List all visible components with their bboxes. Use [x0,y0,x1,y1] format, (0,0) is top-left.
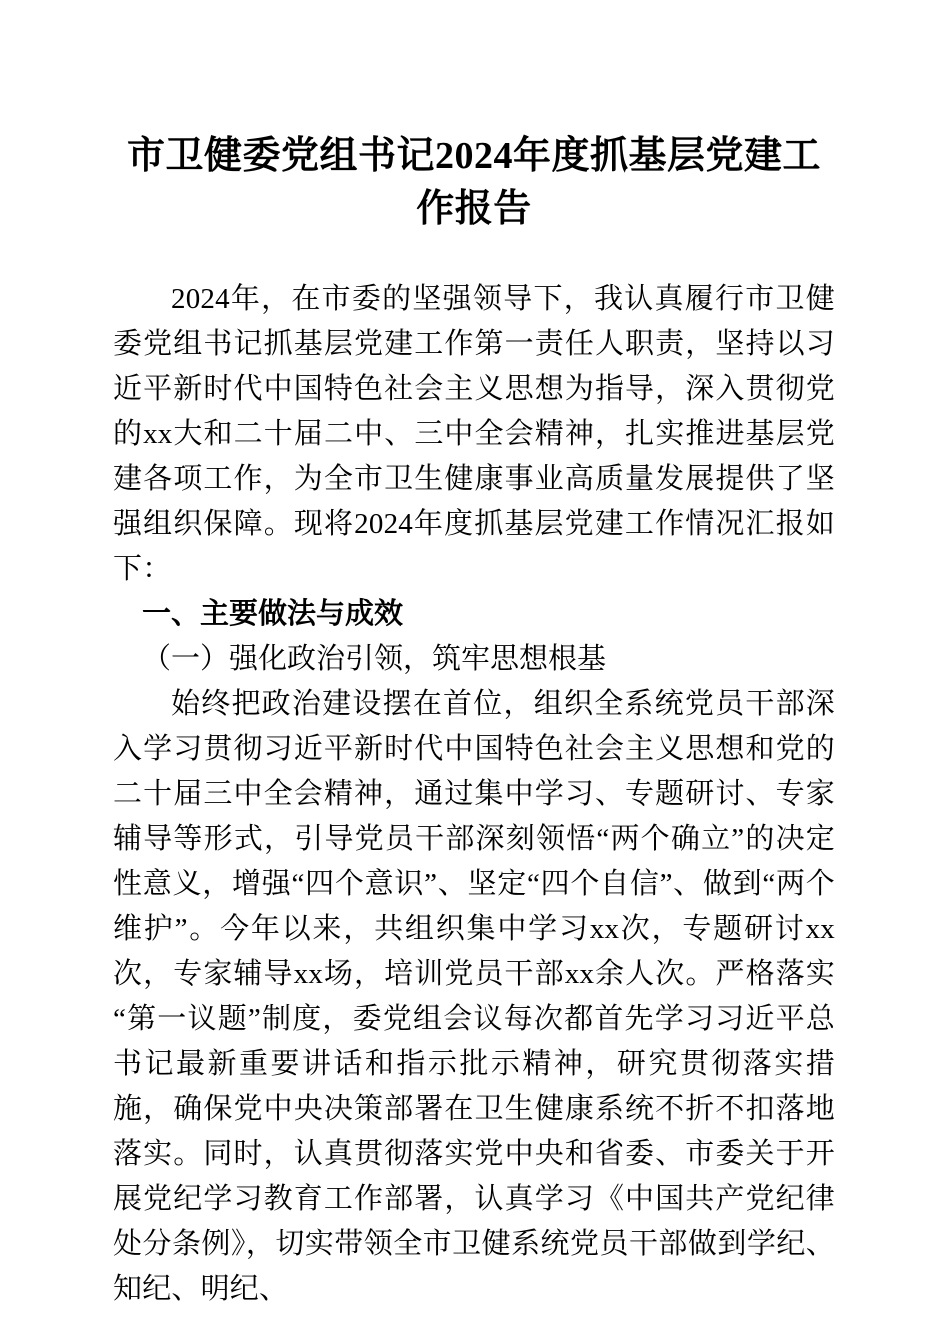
section-heading-1: 一、主要做法与成效 [142,598,404,630]
document-body [113,0,835,1312]
intro-paragraph: 2024年，在市委的坚强领导下，我认真履行市卫健委党组书记抓基层党建工作第一责任人职责，坚持以习近平新时代中国特色社会主义思想为指导，深入贯彻党的xx大和二十届二中、三中全会精神，扎实推进基层党建各项工作，为全市卫生健康事业高质量发展提供了坚强组织保障。现将2024年度抓基层党建工作情况汇报如下： [113,283,835,585]
subsection-1-1-paragraph: 始终把政治建设摆在首位，组织全系统党员干部深入学习贯彻习近平新时代中国特色社会主义思想和党的二十届三中全会精神，通过集中学习、专题研讨、专家辅导等形式，引导党员干部深刻领悟“两个确立”的决定性意义，增强“四个意识”、坚定“四个自信”、做到“两个维护”。今年以来，共组织集中学习xx次，专题研讨xx次，专家辅导xx场，培训党员干部xx余人次。严格落实“第一议题”制度，委党组会议每次都首先学习习近平总书记最新重要讲话和指示批示精神，研究贯彻落实措施，确保党中央决策部署在卫生健康系统不折不扣落地落实。同时，认真贯彻落实党中央和省委、市委关于开展党纪学习教育工作部署，认真学习《中国共产党纪律处分条例》，切实带领全市卫健系统党员干部做到学纪、知纪、明纪、 [113,688,835,1305]
subsection-heading-1-1: （一）强化政治引领，筑牢思想根基 [142,643,607,675]
page-title: 市卫健委党组书记2024年度抓基层党建工作报告 [126,135,821,230]
